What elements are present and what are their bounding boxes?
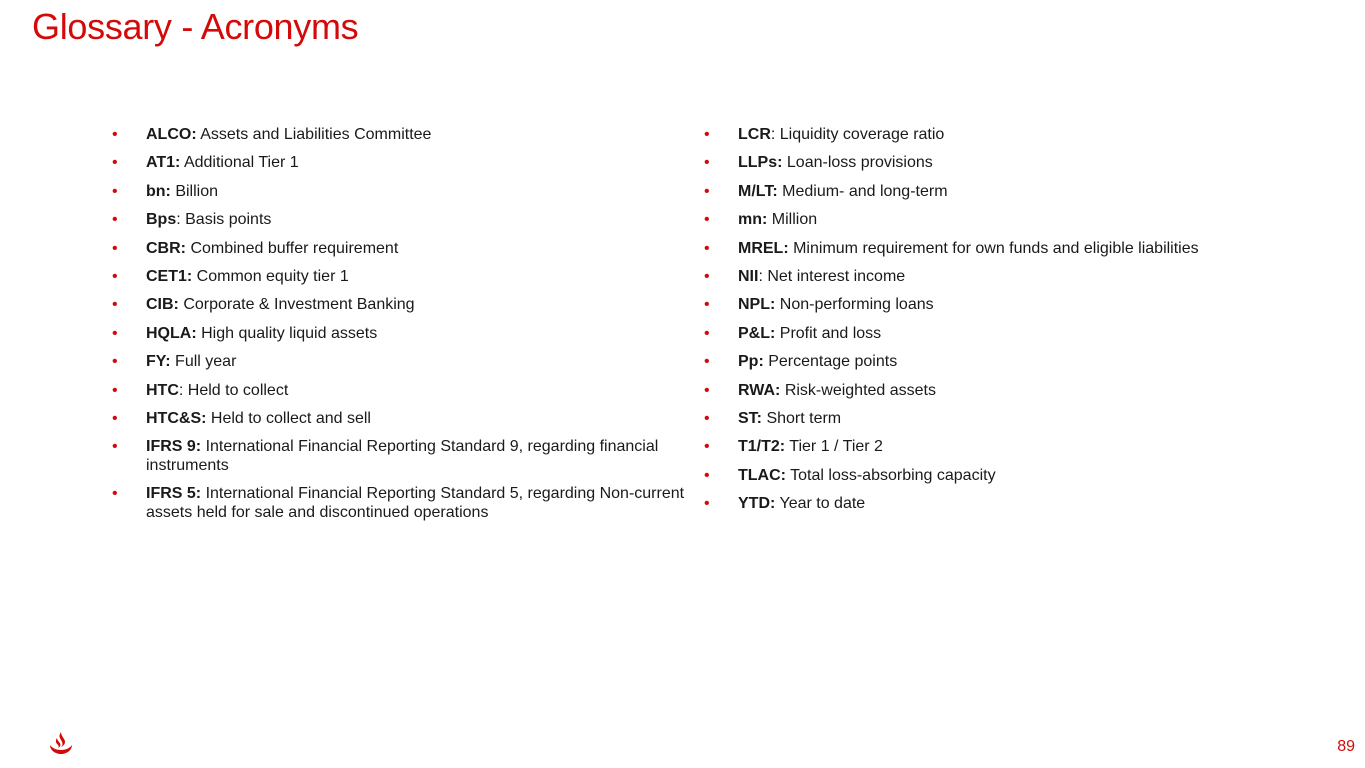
bullet-icon: •: [112, 239, 118, 257]
glossary-term: HTC&S:: [146, 409, 207, 427]
bullet-icon: •: [112, 211, 118, 229]
glossary-term: FY:: [146, 353, 171, 371]
glossary-item: [704, 268, 1264, 287]
glossary-definition: : Held to collect: [178, 381, 289, 399]
bullet-icon: •: [704, 296, 710, 314]
bullet-icon: •: [112, 126, 118, 143]
page-number: 89: [1337, 738, 1355, 755]
glossary-item: [704, 183, 1264, 202]
glossary-term: YTD:: [738, 495, 776, 513]
glossary-term: Pp:: [738, 353, 764, 371]
glossary-definition: Minimum requirement for own funds and eligible liabilities: [788, 239, 1199, 257]
bullet-icon: •: [704, 381, 710, 399]
glossary-term: HQLA:: [146, 324, 197, 342]
glossary-definition: Billion: [170, 182, 219, 200]
glossary-term: RWA:: [738, 381, 781, 399]
bullet-icon: •: [112, 353, 118, 371]
glossary-term: M/LT:: [738, 182, 778, 200]
glossary-term: bn:: [146, 182, 171, 200]
glossary-term: CET1:: [146, 267, 193, 285]
glossary-term: CBR:: [146, 239, 186, 257]
glossary-item: [704, 240, 1264, 259]
glossary-item: [112, 353, 692, 372]
glossary-term: CIB:: [146, 296, 179, 314]
glossary-item: [704, 211, 1264, 230]
glossary-definition: Short term: [762, 409, 842, 427]
glossary-definition: Held to collect and sell: [206, 409, 371, 427]
glossary-definition: High quality liquid assets: [196, 324, 378, 342]
page-title: Glossary - Acronyms: [32, 6, 359, 47]
glossary-item: [112, 268, 692, 287]
glossary-definition: Additional Tier 1: [180, 154, 299, 172]
bullet-icon: •: [704, 267, 710, 285]
bullet-icon: •: [112, 438, 118, 456]
glossary-definition: Corporate & Investment Banking: [178, 296, 415, 314]
glossary-item: [112, 485, 692, 522]
glossary-definition: Assets and Liabilities Committee: [196, 126, 432, 143]
glossary-item: [112, 438, 692, 475]
bullet-icon: •: [704, 409, 710, 427]
bullet-icon: •: [112, 381, 118, 399]
glossary-item: [704, 382, 1264, 401]
glossary-term: IFRS 5:: [146, 485, 202, 503]
glossary-definition: Risk-weighted assets: [780, 381, 936, 399]
bullet-icon: •: [704, 126, 710, 143]
glossary-item: [704, 296, 1264, 315]
glossary-term: ST:: [738, 409, 762, 427]
bullet-icon: •: [112, 296, 118, 314]
glossary-term: HTC: [146, 381, 179, 399]
glossary-term: NPL:: [738, 296, 776, 314]
bullet-icon: •: [112, 324, 118, 342]
glossary-term: IFRS 9:: [146, 438, 202, 456]
glossary-term: mn:: [738, 211, 768, 229]
bullet-icon: •: [704, 353, 710, 371]
bullet-icon: •: [704, 438, 710, 456]
glossary-item: [704, 467, 1264, 486]
glossary-right-column: [704, 126, 1264, 523]
glossary-definition: Tier 1 / Tier 2: [785, 438, 883, 456]
glossary-item: [112, 410, 692, 429]
glossary-left-column: [112, 126, 692, 532]
glossary-term: Bps: [146, 211, 177, 229]
glossary-item: [112, 126, 692, 145]
glossary-item: [112, 382, 692, 401]
glossary-definition: Medium- and long-term: [777, 182, 948, 200]
glossary-definition: Combined buffer requirement: [186, 239, 399, 257]
glossary-term: T1/T2:: [738, 438, 786, 456]
bullet-icon: •: [704, 495, 710, 513]
glossary-definition: : Basis points: [176, 211, 272, 229]
glossary-item: [112, 154, 692, 173]
glossary-definition: : Net interest income: [758, 267, 906, 285]
bullet-icon: •: [112, 154, 118, 172]
bullet-icon: •: [112, 485, 118, 503]
flame-logo-icon: [48, 731, 74, 755]
glossary-item: [112, 183, 692, 202]
glossary-definition: Million: [767, 211, 818, 229]
glossary-definition: International Financial Reporting Standard 9, regarding financial instruments: [146, 438, 659, 474]
bullet-icon: •: [704, 239, 710, 257]
glossary-item: [704, 495, 1264, 514]
glossary-item: [704, 325, 1264, 344]
glossary-definition: International Financial Reporting Standard 5, regarding Non-current assets held for sale and discontinued operations: [146, 485, 685, 521]
glossary-term: P&L:: [738, 324, 776, 342]
bullet-icon: •: [704, 211, 710, 229]
glossary-item: [112, 296, 692, 315]
glossary-item: [112, 325, 692, 344]
glossary-term: TLAC:: [738, 466, 786, 484]
glossary-definition: Percentage points: [763, 353, 898, 371]
bullet-icon: •: [704, 466, 710, 484]
glossary-term: LCR: [738, 126, 771, 143]
bullet-icon: •: [112, 409, 118, 427]
bullet-icon: •: [704, 324, 710, 342]
glossary-definition: Total loss-absorbing capacity: [785, 466, 996, 484]
bullet-icon: •: [112, 182, 118, 200]
bullet-icon: •: [112, 267, 118, 285]
glossary-definition: : Liquidity coverage ratio: [770, 126, 945, 143]
glossary-term: AT1:: [146, 154, 181, 172]
glossary-term: MREL:: [738, 239, 789, 257]
glossary-item: [704, 353, 1264, 372]
glossary-term: NII: [738, 267, 759, 285]
glossary-term: LLPs:: [738, 154, 783, 172]
glossary-item: [112, 211, 692, 230]
glossary-item: [112, 240, 692, 259]
glossary-definition: Year to date: [775, 495, 866, 513]
glossary-definition: Common equity tier 1: [192, 267, 349, 285]
bullet-icon: •: [704, 182, 710, 200]
glossary-item: [704, 410, 1264, 429]
glossary-item: [704, 438, 1264, 457]
glossary-item: [704, 126, 1264, 145]
glossary-definition: Profit and loss: [775, 324, 882, 342]
glossary-definition: Full year: [170, 353, 237, 371]
glossary-definition: Non-performing loans: [775, 296, 934, 314]
bullet-icon: •: [704, 154, 710, 172]
glossary-term: ALCO:: [146, 126, 197, 143]
glossary-definition: Loan-loss provisions: [782, 154, 933, 172]
glossary-item: [704, 154, 1264, 173]
